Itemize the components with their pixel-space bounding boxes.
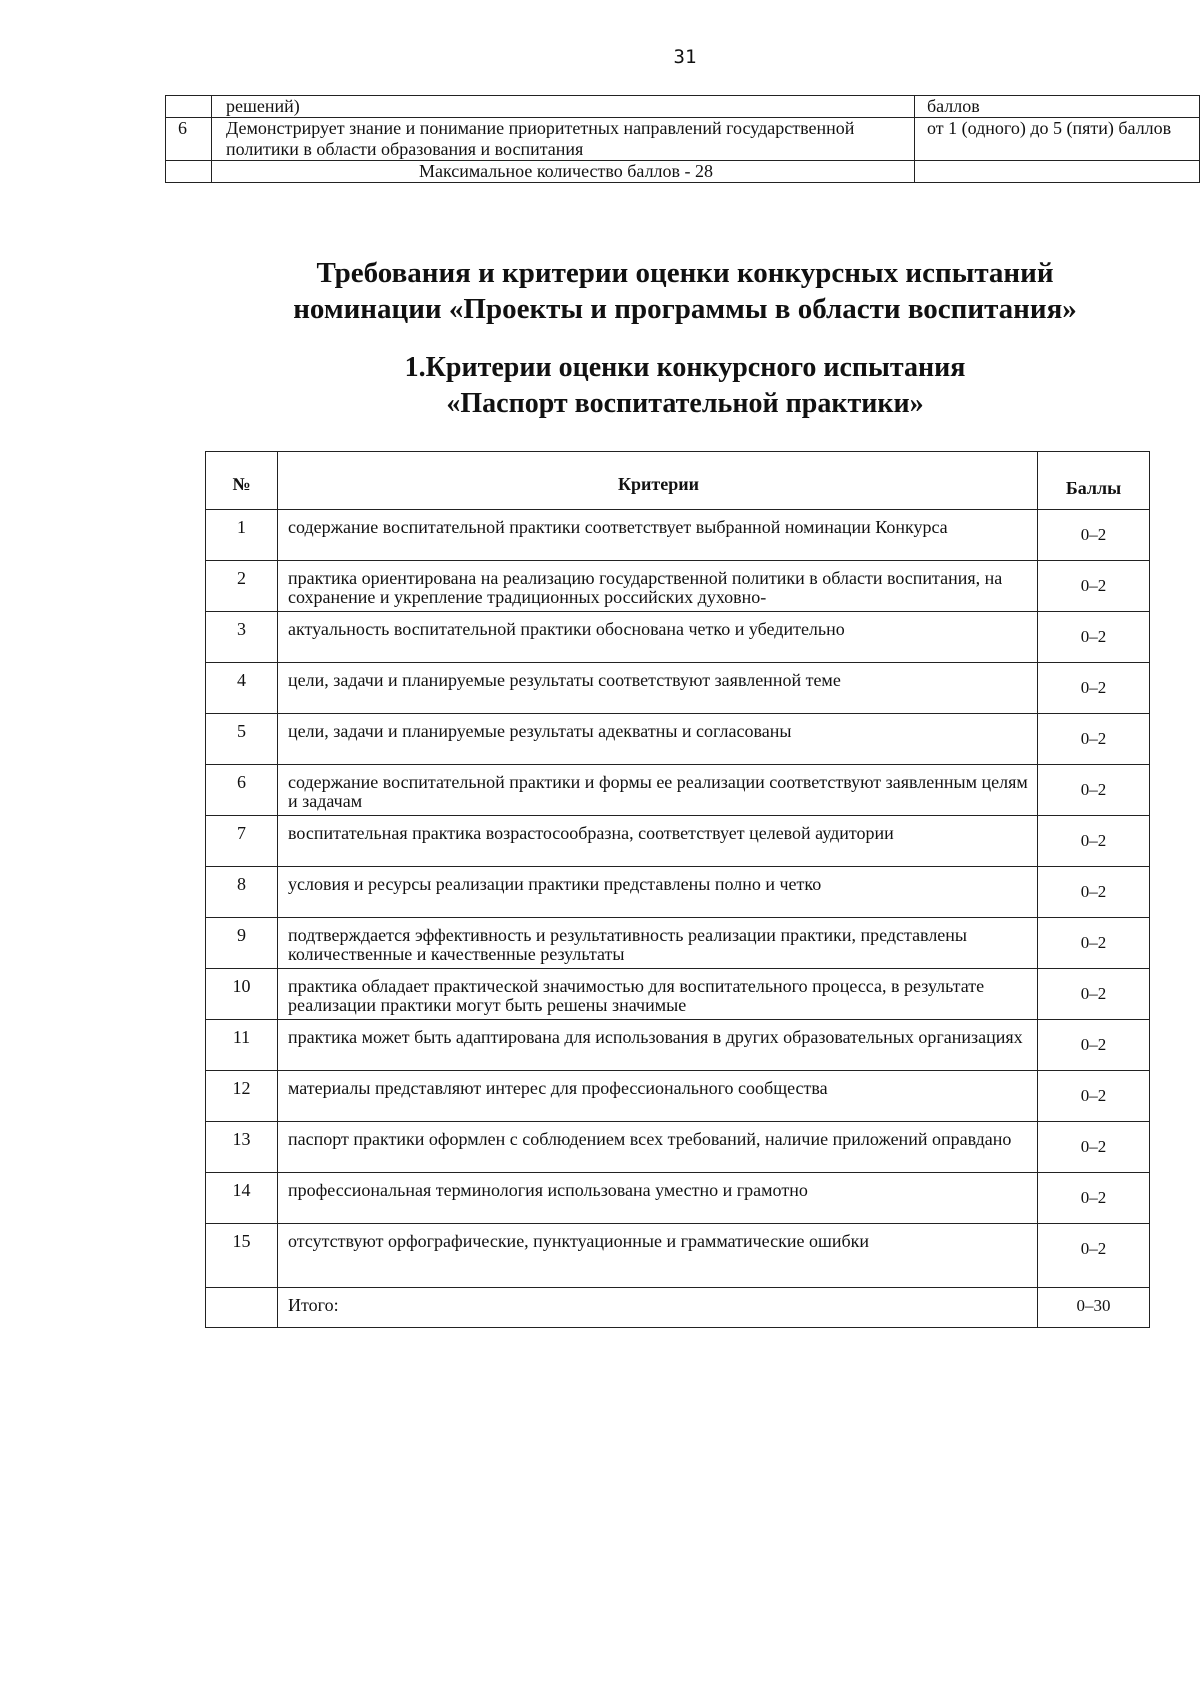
max-score-label: Максимальное количество баллов - 28: [212, 161, 915, 183]
table-row: [206, 1071, 1150, 1122]
table-row: [206, 765, 1150, 816]
score-range: 0–2: [1038, 1020, 1150, 1071]
subsection-title: [0, 350, 1200, 422]
header-number: №: [206, 452, 278, 510]
table-row: [206, 663, 1150, 714]
criterion-text: цели, задачи и планируемые результаты адекватны и согласованы: [278, 714, 1038, 765]
criterion-text: актуальность воспитательной практики обоснована четко и убедительно: [278, 612, 1038, 663]
table-row: [206, 969, 1150, 1020]
row-number: 7: [206, 816, 278, 867]
score-range: 0–2: [1038, 663, 1150, 714]
table-header-row: [206, 452, 1150, 510]
criteria-body: [206, 510, 1150, 1328]
table-row: [206, 1122, 1150, 1173]
table-row: [206, 1020, 1150, 1071]
row-number: 1: [206, 510, 278, 561]
row-number: 3: [206, 612, 278, 663]
row-number: 14: [206, 1173, 278, 1224]
criterion-text: материалы представляют интерес для профессионального сообщества: [278, 1071, 1038, 1122]
total-row: [206, 1288, 1150, 1328]
criterion-text: паспорт практики оформлен с соблюдением всех требований, наличие приложений оправдано: [278, 1122, 1038, 1173]
subsection-title-line-1: 1.Критерии оценки конкурсного испытания: [404, 352, 966, 383]
criterion-text: отсутствуют орфографические, пунктуационные и грамматические ошибки: [278, 1224, 1038, 1288]
table-row: [206, 1173, 1150, 1224]
table-row: [206, 918, 1150, 969]
criterion-text: воспитательная практика возрастосообразна, соответствует целевой аудитории: [278, 816, 1038, 867]
table-row: [206, 867, 1150, 918]
score-range: 0–2: [1038, 612, 1150, 663]
total-label: Итого:: [278, 1288, 1038, 1328]
row-number: 9: [206, 918, 278, 969]
subsection-title-line-2: «Паспорт воспитательной практики»: [446, 388, 924, 419]
criterion-text: подтверждается эффективность и результативность реализации практики, представлены количественные и качественные результаты: [278, 918, 1038, 969]
score-range: 0–2: [1038, 1224, 1150, 1288]
table-row: [206, 714, 1150, 765]
row-number: 8: [206, 867, 278, 918]
score-range: 0–2: [1038, 765, 1150, 816]
row-number: 6: [166, 118, 212, 161]
score-range: 0–2: [1038, 1173, 1150, 1224]
criterion-text: практика обладает практической значимостью для воспитательного процесса, в результате реализации практики могут быть решены значимые: [278, 969, 1038, 1020]
table-row: [166, 96, 1200, 118]
row-number: 4: [206, 663, 278, 714]
page-number: 31: [673, 46, 697, 68]
empty-cell: [206, 1288, 278, 1328]
row-number: 15: [206, 1224, 278, 1288]
score-range: 0–2: [1038, 918, 1150, 969]
score-range: 0–2: [1038, 561, 1150, 612]
criterion-text: содержание воспитательной практики и формы ее реализации соответствуют заявленным целям и задачам: [278, 765, 1038, 816]
header-criteria: Критерии: [278, 452, 1038, 510]
score-range: 0–2: [1038, 1071, 1150, 1122]
table-row: [166, 118, 1200, 161]
score-range: от 1 (одного) до 5 (пяти) баллов: [915, 118, 1200, 161]
criterion-text: решений): [212, 96, 915, 118]
row-number: [166, 96, 212, 118]
table-row: [206, 816, 1150, 867]
row-number: 12: [206, 1071, 278, 1122]
criteria-table: [205, 451, 1150, 1328]
criterion-text: условия и ресурсы реализации практики представлены полно и четко: [278, 867, 1038, 918]
section-title-line-2: номинации «Проекты и программы в области воспитания»: [293, 293, 1077, 325]
table-row: [206, 612, 1150, 663]
criterion-text: практика ориентирована на реализацию государственной политики в области воспитания, на сохранение и укрепление традиционных российских духовно-: [278, 561, 1038, 612]
criterion-text: профессиональная терминология использована уместно и грамотно: [278, 1173, 1038, 1224]
score-range: 0–2: [1038, 510, 1150, 561]
max-score-row: [166, 161, 1200, 183]
row-number: 5: [206, 714, 278, 765]
criterion-text: содержание воспитательной практики соответствует выбранной номинации Конкурса: [278, 510, 1038, 561]
criterion-text: практика может быть адаптирована для использования в других образовательных организациях: [278, 1020, 1038, 1071]
section-title-line-1: Требования и критерии оценки конкурсных испытаний: [316, 257, 1054, 289]
table-row: [206, 1224, 1150, 1288]
header-score: Баллы: [1038, 452, 1150, 510]
row-number: 10: [206, 969, 278, 1020]
table-row: [206, 510, 1150, 561]
row-number: 2: [206, 561, 278, 612]
score-range: 0–2: [1038, 867, 1150, 918]
row-number: 11: [206, 1020, 278, 1071]
criterion-text: Демонстрирует знание и понимание приоритетных направлений государственной политики в области образования и воспитания: [212, 118, 915, 161]
row-number: 13: [206, 1122, 278, 1173]
score-range: баллов: [915, 96, 1200, 118]
row-number: 6: [206, 765, 278, 816]
criterion-text: цели, задачи и планируемые результаты соответствуют заявленной теме: [278, 663, 1038, 714]
previous-criteria-table: [165, 95, 1200, 183]
empty-cell: [915, 161, 1200, 183]
score-range: 0–2: [1038, 969, 1150, 1020]
total-score: 0–30: [1038, 1288, 1150, 1328]
empty-cell: [166, 161, 212, 183]
score-range: 0–2: [1038, 714, 1150, 765]
table-row: [206, 561, 1150, 612]
section-title: [0, 255, 1200, 327]
score-range: 0–2: [1038, 1122, 1150, 1173]
score-range: 0–2: [1038, 816, 1150, 867]
